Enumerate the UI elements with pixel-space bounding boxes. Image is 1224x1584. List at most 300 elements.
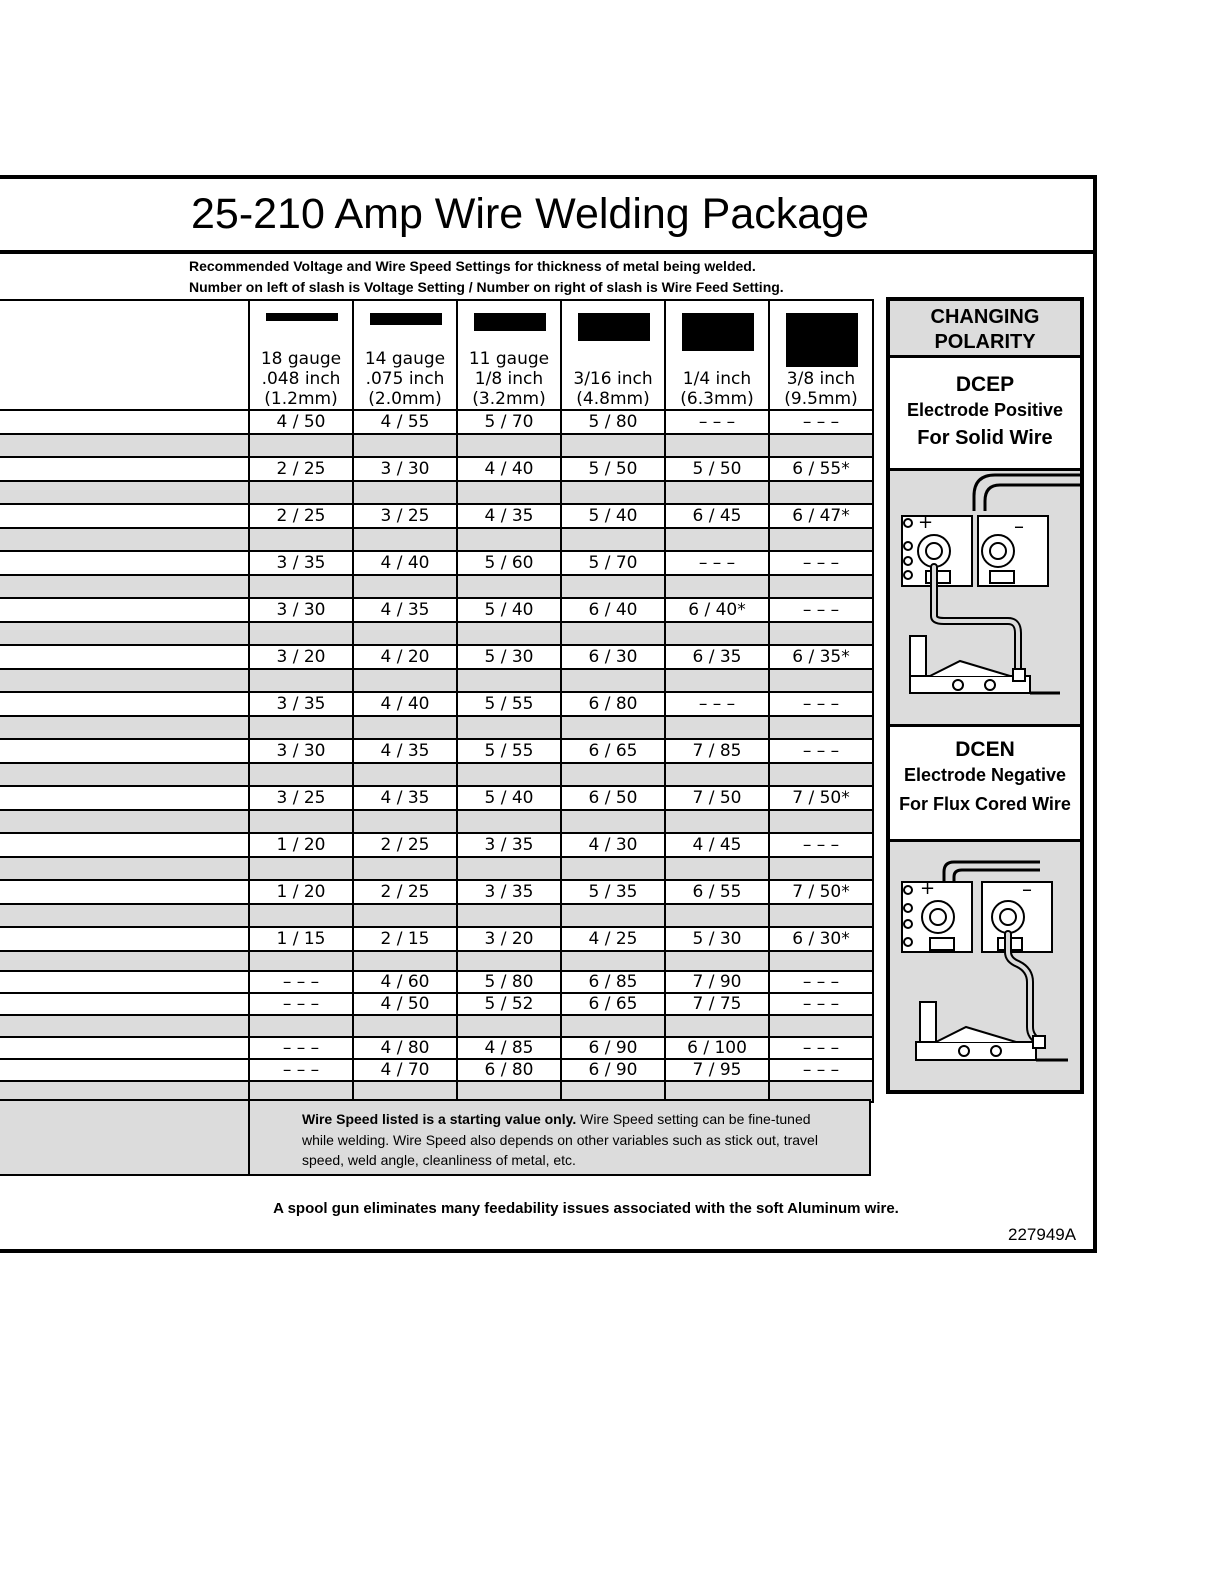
blank-header-cell: [0, 300, 249, 410]
setting-cell: 5 / 50: [665, 457, 769, 481]
setting-cell: [665, 716, 769, 739]
row-label-cell: [0, 645, 249, 669]
setting-cell: [561, 622, 665, 645]
thickness-inch: 1/4 inch: [682, 369, 752, 389]
led-icon: [904, 904, 912, 912]
led-icon: [904, 920, 912, 928]
setting-cell: [665, 763, 769, 786]
minus-sign: –: [1014, 514, 1024, 538]
row-label-cell: [0, 927, 249, 951]
row-label-cell: [0, 833, 249, 857]
table-row-shaded: [0, 1015, 873, 1037]
setting-cell: 2 / 25: [249, 457, 353, 481]
setting-cell: [769, 904, 873, 927]
setting-cell: – – –: [769, 598, 873, 622]
row-label-cell: [0, 1015, 249, 1037]
setting-cell: – – –: [249, 1037, 353, 1059]
setting-cell: 4 / 35: [353, 739, 457, 763]
setting-cell: [457, 810, 561, 833]
setting-cell: [561, 669, 665, 692]
table-row: [0, 739, 873, 763]
setting-cell: [769, 716, 873, 739]
clamp-shape: [936, 1027, 1016, 1042]
thickness-header-row: [0, 300, 873, 410]
led-icon: [904, 571, 912, 579]
setting-cell: 6 / 40: [561, 598, 665, 622]
table-row: [0, 993, 873, 1015]
setting-cell: [561, 763, 665, 786]
setting-cell: – – –: [249, 1059, 353, 1081]
table-row: [0, 598, 873, 622]
polarity-heading-line-2: POLARITY: [934, 331, 1036, 353]
setting-cell: [353, 810, 457, 833]
row-label-cell: [0, 1037, 249, 1059]
plus-sign: +: [918, 512, 934, 533]
table-row-shaded: [0, 951, 873, 971]
thickness-mm: (3.2mm): [472, 389, 546, 409]
terminal-nut-icon: [990, 543, 1006, 559]
table-row-shaded: [0, 434, 873, 457]
setting-cell: 5 / 40: [457, 786, 561, 810]
row-label-cell: [0, 434, 249, 457]
setting-cell: 6 / 55*: [769, 457, 873, 481]
setting-cell: – – –: [769, 971, 873, 993]
thickness-gauge: 11 gauge: [468, 349, 550, 369]
wire-speed-note: [248, 1099, 871, 1176]
setting-cell: [353, 857, 457, 880]
setting-cell: [769, 528, 873, 551]
thickness-header-cell: [769, 300, 873, 410]
row-label-cell: [0, 716, 249, 739]
row-label-cell: [0, 598, 249, 622]
table-row: [0, 551, 873, 575]
setting-cell: 4 / 50: [353, 993, 457, 1015]
setting-cell: – – –: [249, 993, 353, 1015]
row-label-cell: [0, 692, 249, 716]
setting-cell: 4 / 35: [457, 504, 561, 528]
setting-cell: 7 / 50*: [769, 786, 873, 810]
table-row-shaded: [0, 622, 873, 645]
setting-cell: [769, 622, 873, 645]
setting-cell: 2 / 25: [249, 504, 353, 528]
table-row: [0, 833, 873, 857]
row-label-cell: [0, 904, 249, 927]
setting-cell: 6 / 100: [665, 1037, 769, 1059]
row-label-cell: [0, 971, 249, 993]
terminal-nut-icon: [1000, 909, 1016, 925]
setting-cell: 4 / 60: [353, 971, 457, 993]
setting-cell: [353, 951, 457, 971]
table-row-shaded: [0, 904, 873, 927]
setting-cell: 4 / 40: [353, 692, 457, 716]
bolt-icon: [991, 1046, 1001, 1056]
setting-cell: [665, 904, 769, 927]
setting-cell: 5 / 40: [561, 504, 665, 528]
setting-cell: 3 / 25: [249, 786, 353, 810]
setting-cell: [457, 669, 561, 692]
workpiece-base: [916, 1042, 1036, 1060]
setting-cell: [561, 810, 665, 833]
row-label-cell: [0, 763, 249, 786]
subtitle-line-2: Number on left of slash is Voltage Setting / Number on right of slash is Wire Feed Setting.: [189, 279, 784, 295]
setting-cell: [353, 434, 457, 457]
thickness-gauge: 14 gauge: [364, 349, 446, 369]
setting-cell: 4 / 70: [353, 1059, 457, 1081]
dcep-line-2: For Solid Wire: [917, 427, 1053, 449]
setting-cell: [665, 669, 769, 692]
setting-cell: [249, 904, 353, 927]
setting-cell: 1 / 15: [249, 927, 353, 951]
dcep-title: DCEP: [955, 373, 1015, 396]
setting-cell: [249, 763, 353, 786]
setting-cell: – – –: [665, 551, 769, 575]
setting-cell: [249, 575, 353, 598]
setting-cell: [353, 716, 457, 739]
row-label-cell: [0, 810, 249, 833]
setting-cell: – – –: [769, 833, 873, 857]
torch-handle: [910, 636, 926, 676]
setting-cell: [665, 434, 769, 457]
setting-cell: 6 / 65: [561, 993, 665, 1015]
dcen-title: DCEN: [955, 738, 1015, 761]
terminal-tab: [990, 571, 1014, 583]
table-row-shaded: [0, 575, 873, 598]
setting-cell: [561, 1015, 665, 1037]
setting-cell: 6 / 80: [457, 1059, 561, 1081]
table-row: [0, 1037, 873, 1059]
setting-cell: 5 / 30: [665, 927, 769, 951]
setting-cell: 4 / 40: [457, 457, 561, 481]
setting-cell: 2 / 25: [353, 880, 457, 904]
setting-cell: 2 / 15: [353, 927, 457, 951]
table-row-shaded: [0, 716, 873, 739]
thickness-mm: (1.2mm): [264, 389, 338, 409]
setting-cell: 3 / 35: [249, 692, 353, 716]
setting-cell: 6 / 80: [561, 692, 665, 716]
spool-gun-note: A spool gun eliminates many feedability issues associated with the soft Aluminum wire.: [273, 1200, 899, 1217]
row-label-cell: [0, 481, 249, 504]
setting-cell: [561, 904, 665, 927]
polarity-panel: [886, 297, 1084, 1094]
setting-cell: 3 / 20: [249, 645, 353, 669]
row-label-cell: [0, 410, 249, 434]
setting-cell: [561, 481, 665, 504]
setting-cell: [249, 622, 353, 645]
setting-cell: 7 / 50*: [769, 880, 873, 904]
setting-cell: [457, 1015, 561, 1037]
setting-cell: 6 / 90: [561, 1059, 665, 1081]
dcep-line-1: Electrode Positive: [906, 400, 1064, 420]
setting-cell: 5 / 60: [457, 551, 561, 575]
thickness-header-cell: [561, 300, 665, 410]
setting-cell: [457, 904, 561, 927]
setting-cell: [353, 528, 457, 551]
setting-cell: – – –: [769, 1059, 873, 1081]
setting-cell: – – –: [769, 410, 873, 434]
setting-cell: [769, 575, 873, 598]
table-row: [0, 1059, 873, 1081]
table-row: [0, 645, 873, 669]
terminal-tab: [930, 938, 954, 950]
setting-cell: 5 / 55: [457, 692, 561, 716]
table-row-shaded: [0, 810, 873, 833]
dcen-line-1: Electrode Negative: [903, 765, 1067, 785]
setting-cell: [561, 434, 665, 457]
clamp-shape: [930, 661, 1010, 676]
table-row-shaded: [0, 763, 873, 786]
row-label-cell: [0, 504, 249, 528]
thickness-header-cell: [249, 300, 353, 410]
setting-cell: 6 / 55: [665, 880, 769, 904]
row-label-cell: [0, 551, 249, 575]
setting-cell: 4 / 25: [561, 927, 665, 951]
bolt-icon: [953, 680, 963, 690]
thickness-inch: 3/16 inch: [573, 369, 653, 389]
dcen-block: [890, 727, 1080, 839]
thickness-inch: .048 inch: [261, 369, 341, 389]
setting-cell: 3 / 30: [353, 457, 457, 481]
setting-cell: [353, 481, 457, 504]
setting-cell: [457, 575, 561, 598]
thickness-gauge: 18 gauge: [260, 349, 342, 369]
setting-cell: [665, 951, 769, 971]
setting-cell: [665, 810, 769, 833]
dcep-diagram-panel: [890, 471, 1080, 724]
table-row-shaded: [0, 857, 873, 880]
thickness-inch: .075 inch: [365, 369, 445, 389]
led-icon: [904, 557, 912, 565]
table-row-shaded: [0, 528, 873, 551]
setting-cell: 4 / 45: [665, 833, 769, 857]
thickness-header-cell: [457, 300, 561, 410]
setting-cell: 3 / 35: [457, 833, 561, 857]
setting-cell: [769, 810, 873, 833]
setting-cell: 5 / 70: [457, 410, 561, 434]
dcen-line-2: For Flux Cored Wire: [899, 794, 1071, 814]
thickness-swatch: [578, 313, 650, 341]
setting-cell: 5 / 35: [561, 880, 665, 904]
table-row-shaded: [0, 481, 873, 504]
thickness-swatch: [682, 313, 754, 351]
row-label-cell: [0, 622, 249, 645]
setting-cell: 1 / 20: [249, 880, 353, 904]
wire-speed-note-bold: Wire Speed listed is a starting value only.: [302, 1111, 577, 1127]
bolt-icon: [959, 1046, 969, 1056]
setting-cell: [665, 857, 769, 880]
setting-cell: [353, 1015, 457, 1037]
table-row-shaded: [0, 669, 873, 692]
led-icon: [904, 542, 912, 550]
setting-cell: [769, 857, 873, 880]
setting-cell: 5 / 80: [457, 971, 561, 993]
dcep-block: [890, 358, 1080, 468]
plus-sign: +: [920, 878, 936, 899]
led-icon: [904, 519, 912, 527]
setting-cell: [769, 434, 873, 457]
setting-cell: 6 / 35: [665, 645, 769, 669]
setting-cell: [353, 763, 457, 786]
row-label-cell: [0, 528, 249, 551]
setting-cell: 6 / 30: [561, 645, 665, 669]
row-label-cell: [0, 951, 249, 971]
thickness-swatch: [370, 313, 442, 325]
setting-cell: [457, 434, 561, 457]
setting-cell: [665, 528, 769, 551]
setting-cell: [249, 857, 353, 880]
thickness-mm: (6.3mm): [680, 389, 754, 409]
setting-cell: 4 / 85: [457, 1037, 561, 1059]
setting-cell: [353, 622, 457, 645]
setting-cell: 3 / 35: [249, 551, 353, 575]
thickness-gauge: [666, 349, 768, 369]
setting-cell: [353, 669, 457, 692]
led-icon: [904, 938, 912, 946]
setting-cell: 4 / 55: [353, 410, 457, 434]
setting-cell: 4 / 35: [353, 598, 457, 622]
setting-cell: [353, 575, 457, 598]
clamp-bolt: [1033, 1036, 1045, 1048]
setting-cell: [249, 481, 353, 504]
table-row: [0, 504, 873, 528]
row-label-cell: [0, 880, 249, 904]
setting-cell: 5 / 30: [457, 645, 561, 669]
thickness-mm: (9.5mm): [784, 389, 858, 409]
setting-cell: 4 / 35: [353, 786, 457, 810]
thickness-header-cell: [665, 300, 769, 410]
thickness-mm: (2.0mm): [368, 389, 442, 409]
setting-cell: 6 / 65: [561, 739, 665, 763]
setting-cell: 4 / 30: [561, 833, 665, 857]
setting-cell: [561, 716, 665, 739]
led-icon: [904, 886, 912, 894]
setting-cell: [249, 1015, 353, 1037]
thickness-header-cell: [353, 300, 457, 410]
page-title: 25-210 Amp Wire Welding Package: [190, 190, 869, 238]
setting-cell: 4 / 20: [353, 645, 457, 669]
table-row: [0, 457, 873, 481]
setting-cell: [769, 763, 873, 786]
dcen-wiring-diagram: [890, 842, 1080, 1090]
setting-cell: [561, 857, 665, 880]
setting-cell: [665, 481, 769, 504]
setting-cell: [457, 716, 561, 739]
setting-cell: [769, 481, 873, 504]
setting-cell: [665, 1015, 769, 1037]
setting-cell: [769, 951, 873, 971]
setting-cell: – – –: [665, 410, 769, 434]
title-divider: [0, 250, 1097, 254]
setting-cell: 1 / 20: [249, 833, 353, 857]
terminal-nut-icon: [926, 543, 942, 559]
row-label-cell: [0, 669, 249, 692]
setting-cell: [561, 575, 665, 598]
setting-cell: [249, 810, 353, 833]
setting-cell: [457, 622, 561, 645]
setting-cell: 4 / 50: [249, 410, 353, 434]
setting-cell: 6 / 47*: [769, 504, 873, 528]
setting-cell: [561, 951, 665, 971]
setting-cell: – – –: [769, 1037, 873, 1059]
row-label-cell: [0, 575, 249, 598]
torch-handle: [920, 1002, 936, 1042]
setting-cell: [769, 669, 873, 692]
thickness-gauge: [770, 349, 872, 369]
setting-cell: 7 / 50: [665, 786, 769, 810]
setting-cell: 7 / 90: [665, 971, 769, 993]
setting-cell: 5 / 52: [457, 993, 561, 1015]
setting-cell: – – –: [769, 993, 873, 1015]
row-label-cell: [0, 457, 249, 481]
setting-cell: 7 / 95: [665, 1059, 769, 1081]
setting-cell: [457, 857, 561, 880]
setting-cell: 6 / 90: [561, 1037, 665, 1059]
setting-cell: – – –: [769, 551, 873, 575]
setting-cell: 5 / 80: [561, 410, 665, 434]
thickness-swatch: [266, 313, 338, 321]
row-label-cell: [0, 739, 249, 763]
dcen-diagram-panel: [890, 842, 1080, 1090]
table-row: [0, 786, 873, 810]
minus-sign: –: [1022, 877, 1032, 901]
setting-cell: 3 / 30: [249, 739, 353, 763]
wire-speed-note-text: [302, 1109, 822, 1171]
setting-cell: 6 / 45: [665, 504, 769, 528]
clamp-bolt: [1013, 669, 1025, 681]
setting-cell: 7 / 75: [665, 993, 769, 1015]
setting-cell: [665, 575, 769, 598]
setting-cell: [249, 669, 353, 692]
table-row: [0, 927, 873, 951]
setting-cell: 3 / 30: [249, 598, 353, 622]
setting-cell: – – –: [665, 692, 769, 716]
table-row: [0, 880, 873, 904]
setting-cell: 3 / 25: [353, 504, 457, 528]
dcep-wiring-diagram: [890, 471, 1080, 724]
setting-cell: 3 / 20: [457, 927, 561, 951]
setting-cell: – – –: [249, 971, 353, 993]
thickness-mm: (4.8mm): [576, 389, 650, 409]
terminal-nut-icon: [930, 909, 946, 925]
thickness-inch: 3/8 inch: [786, 369, 856, 389]
row-label-cell: [0, 786, 249, 810]
setting-cell: [561, 528, 665, 551]
thickness-inch: 1/8 inch: [474, 369, 544, 389]
thickness-gauge: [562, 349, 664, 369]
part-number: 227949A: [1008, 1225, 1077, 1244]
setting-cell: [353, 904, 457, 927]
polarity-heading-line-1: CHANGING: [930, 306, 1040, 328]
setting-cell: [249, 434, 353, 457]
setting-cell: 5 / 55: [457, 739, 561, 763]
setting-cell: [457, 481, 561, 504]
setting-cell: 7 / 85: [665, 739, 769, 763]
setting-cell: 2 / 25: [353, 833, 457, 857]
row-label-cell: [0, 993, 249, 1015]
setting-cell: [249, 951, 353, 971]
setting-cell: – – –: [769, 739, 873, 763]
setting-cell: 6 / 85: [561, 971, 665, 993]
setting-cell: 4 / 40: [353, 551, 457, 575]
row-label-cell: [0, 857, 249, 880]
subtitle-line-1: Recommended Voltage and Wire Speed Settings for thickness of metal being welded.: [189, 258, 756, 274]
setting-cell: 4 / 80: [353, 1037, 457, 1059]
thickness-swatch: [474, 313, 546, 331]
setting-cell: 5 / 40: [457, 598, 561, 622]
setting-cell: – – –: [769, 692, 873, 716]
setting-cell: [769, 1015, 873, 1037]
table-row: [0, 971, 873, 993]
cable-path: [974, 475, 1080, 511]
